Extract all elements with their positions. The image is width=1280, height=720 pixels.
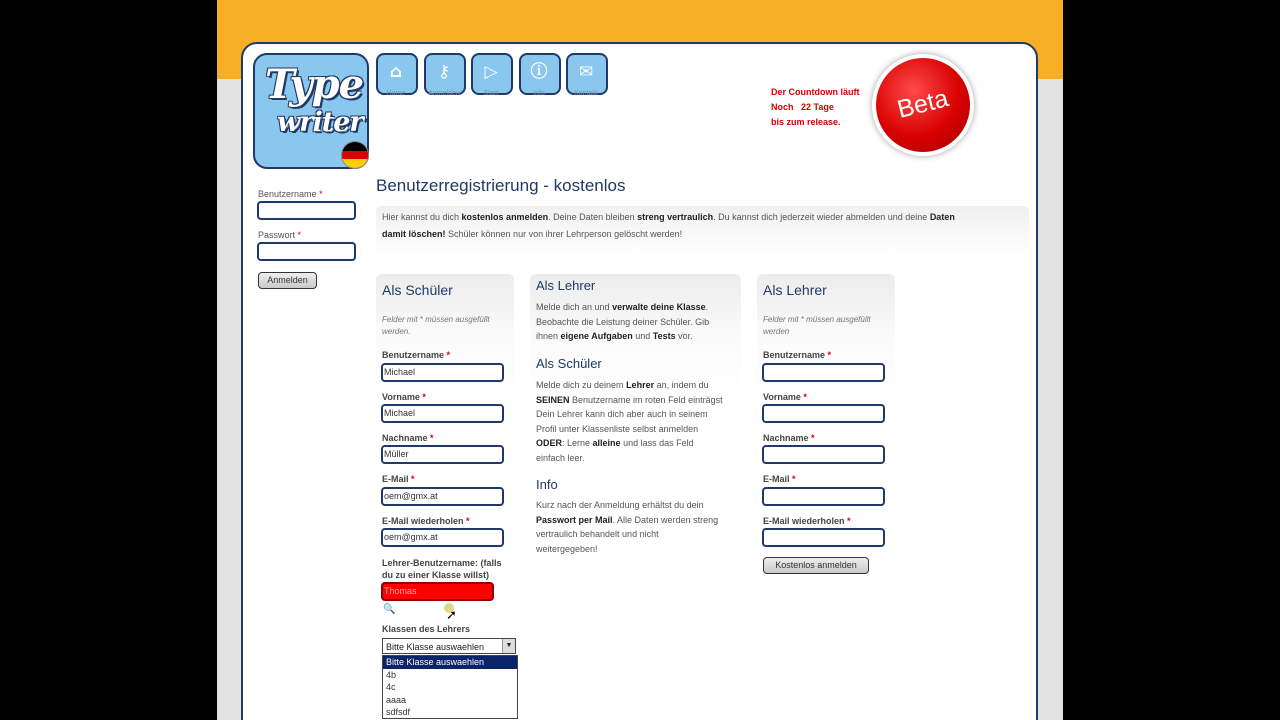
class-select-dropdown[interactable] <box>382 638 516 654</box>
teacher-firstname-label: Vorname * <box>763 392 807 402</box>
login-password-input[interactable] <box>257 242 356 261</box>
logo-text-line2: writer <box>277 107 363 138</box>
login-password-label: Passwort * <box>258 230 302 240</box>
student-firstname-input[interactable]: Michael <box>381 404 504 423</box>
beta-badge <box>876 58 970 152</box>
search-icon[interactable]: 🔍 <box>383 604 396 615</box>
student-username-label: Benutzername * <box>382 350 451 360</box>
class-option[interactable]: 4c <box>386 682 396 692</box>
class-option[interactable]: Bitte Klasse auswaehlen <box>383 656 517 669</box>
class-option[interactable]: aaaa <box>386 694 407 705</box>
page-title: Benutzerregistrierung - kostenlos <box>376 176 626 195</box>
info-teacher-title: Als Lehrer <box>536 278 596 293</box>
nav-anmelden-label[interactable]: Anmelden <box>428 90 460 97</box>
info-student-text: Melde dich zu deinem Lehrer an, indem du SEINEN Benutzername im roten Feld einträgst Dein Lehrer kann dich aber auch in seinem Profil unter Klassenliste selbst anmelden ODER: Lerne alleine und lass das Feld einfach leer. <box>536 380 723 463</box>
typewriter-logo[interactable] <box>253 53 369 169</box>
class-option[interactable]: 4b <box>386 669 397 680</box>
nav-anmelden-button[interactable] <box>424 53 466 95</box>
student-panel-title: Als Schüler <box>382 282 453 298</box>
teacher-username-label: Lehrer-Benutzername: (falls du zu einer Klasse willst) <box>382 558 502 580</box>
student-email-repeat-label: E-Mail wiederholen * <box>382 516 470 526</box>
beta-label: Beta <box>894 84 952 124</box>
intro-text: Hier kannst du dich kostenlos anmelden. Deine Daten bleiben streng vertraulich. Du kannst dich jederzeit wieder abmelden und deine Daten damit löschen! Schüler können nur von ihrer Lehrperson gelöscht werden! <box>376 206 1029 256</box>
student-email-repeat-input[interactable]: oem@gmx.at <box>381 528 504 547</box>
login-username-input[interactable] <box>257 201 356 220</box>
teacher-classes-label: Klassen des Lehrers <box>382 624 471 634</box>
login-username-label: Benutzername * <box>258 189 323 199</box>
page-background <box>217 0 1063 720</box>
nav-home-label[interactable]: Home <box>386 90 406 97</box>
nav-info-label[interactable]: Info <box>533 90 545 97</box>
mouse-cursor-icon: ➚ <box>446 607 457 622</box>
teacher-username-label: Benutzername * <box>763 350 832 360</box>
nav-kontakt-label[interactable]: Kontakt <box>574 90 598 97</box>
info-teacher-text: Melde dich an und verwalte deine Klasse. Beobachte die Leistung deiner Schüler. Gib ihnen eigene Aufgaben und Tests vor. <box>536 302 710 341</box>
info-info-title: Info <box>536 477 558 492</box>
student-username-input[interactable]: Michael <box>381 363 504 382</box>
nav-start-button[interactable] <box>471 53 513 95</box>
student-lastname-label: Nachname * <box>382 433 434 443</box>
teacher-username-input[interactable]: Thomas <box>381 582 494 601</box>
german-flag-icon[interactable] <box>341 141 369 169</box>
teacher-firstname-input[interactable] <box>762 404 885 423</box>
student-lastname-input[interactable]: Müller <box>381 445 504 464</box>
teacher-email-label: E-Mail * <box>763 474 796 484</box>
class-select-value: Bitte Klasse auswaehlen <box>386 642 485 652</box>
nav-info-button[interactable] <box>519 53 561 95</box>
teacher-email-repeat-input[interactable] <box>762 528 885 547</box>
student-firstname-label: Vorname * <box>382 392 426 402</box>
countdown-text <box>771 85 881 130</box>
teacher-lastname-input[interactable] <box>762 445 885 464</box>
student-required-hint: Felder mit * müssen ausgefüllt werden. <box>382 315 490 336</box>
teacher-email-repeat-label: E-Mail wiederholen * <box>763 516 851 526</box>
teacher-reg-username-input[interactable] <box>762 363 885 382</box>
teacher-lastname-label: Nachname * <box>763 433 815 443</box>
teacher-panel-title: Als Lehrer <box>763 282 827 298</box>
logo-text-line1: Type <box>265 61 364 108</box>
teacher-register-button[interactable]: Kostenlos anmelden <box>763 557 869 574</box>
nav-start-label[interactable]: Start <box>483 90 499 97</box>
chevron-down-icon[interactable]: ▼ <box>502 639 515 653</box>
student-email-input[interactable]: oem@gmx.at <box>381 487 504 506</box>
teacher-email-input[interactable] <box>762 487 885 506</box>
countdown-line2: Noch 22 Tage <box>771 102 834 112</box>
info-student-title: Als Schüler <box>536 356 602 371</box>
home-icon: ⌂ <box>389 62 403 82</box>
mail-icon: ✉ <box>578 62 594 82</box>
main-card <box>241 42 1038 720</box>
teacher-required-hint: Felder mit * müssen ausgefüllt werden <box>763 315 871 336</box>
info-icon: ⓘ <box>530 62 548 82</box>
nav-kontakt-button[interactable] <box>566 53 608 95</box>
student-email-label: E-Mail * <box>382 474 415 484</box>
info-info-text: Kurz nach der Anmeldung erhältst du dein Passwort per Mail. Alle Daten werden streng vertraulich behandelt und nicht weitergegeben! <box>536 500 719 554</box>
play-icon: ▷ <box>484 62 498 82</box>
login-button[interactable]: Anmelden <box>258 272 317 289</box>
countdown-line1: Der Countdown läuft <box>771 87 860 97</box>
key-icon: ⚷ <box>437 62 451 82</box>
nav-home-button[interactable] <box>376 53 418 95</box>
class-option[interactable]: sdfsdf <box>386 707 411 717</box>
class-select-options <box>382 655 518 719</box>
countdown-line3: bis zum release. <box>771 117 841 127</box>
